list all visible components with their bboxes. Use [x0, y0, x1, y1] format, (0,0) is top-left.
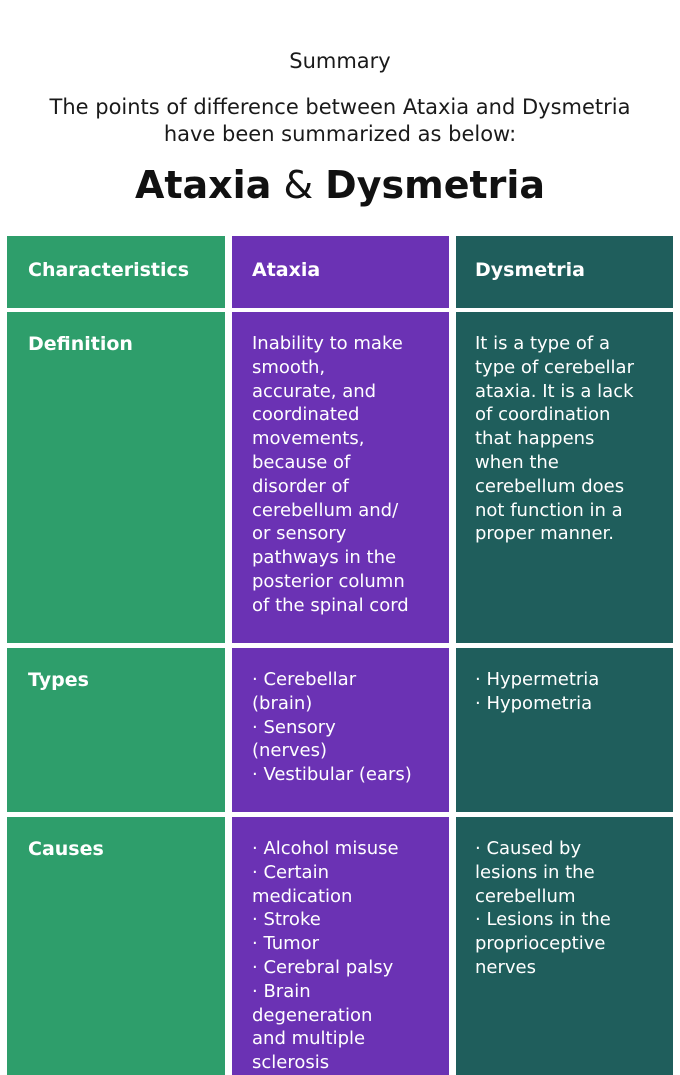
cell-line: or sensory [252, 523, 347, 545]
cell-line: sclerosis [252, 1052, 330, 1074]
cell-line: (brain) [252, 692, 313, 714]
cell-line: pathways in the [252, 547, 397, 569]
cell-line: · Hypermetria [475, 669, 600, 690]
cell-line: cerebellum [475, 885, 576, 907]
cell-line: that happens [475, 428, 595, 450]
cell-line: · Sensory [252, 716, 336, 738]
row-label-types: Types [7, 648, 225, 812]
types-dysmetria-cell [456, 648, 673, 812]
intro-text [0, 94, 680, 148]
cell-line: medication [252, 885, 353, 907]
cell-line: proper manner. [475, 523, 614, 545]
intro-line-2: have been summarized as below: [163, 122, 517, 146]
cell-line: (nerves) [252, 740, 328, 762]
cell-line: coordinated [252, 404, 360, 426]
title-term-ataxia: Ataxia [134, 163, 272, 207]
title-ampersand: & [283, 163, 314, 207]
cell-line: accurate, and [252, 380, 377, 402]
header-ataxia: Ataxia [232, 236, 449, 308]
cell-line: · Alcohol misuse [252, 838, 399, 859]
cell-line: movements, [252, 428, 365, 450]
causes-ataxia-cell [232, 817, 449, 1075]
cell-line: · Lesions in the [475, 909, 611, 931]
cell-line: · Vestibular (ears) [252, 764, 412, 786]
cell-line: of coordination [475, 404, 611, 426]
cell-line: · Brain [252, 980, 311, 1002]
cell-line: proprioceptive [475, 933, 606, 955]
cell-line: · Tumor [252, 933, 320, 955]
causes-dysmetria-cell [456, 817, 673, 1075]
cell-line: when the [475, 451, 559, 473]
cell-line: because of [252, 451, 351, 473]
cell-line: ataxia. It is a lack [475, 380, 634, 402]
cell-line: · Cerebral palsy [252, 956, 394, 978]
cell-line: · Stroke [252, 909, 321, 931]
row-label-causes: Causes [7, 817, 225, 1075]
title-term-dysmetria: Dysmetria [325, 163, 546, 207]
cell-line: Inability to make [252, 333, 403, 354]
cell-line: cerebellum and/ [252, 499, 399, 521]
cell-line: and multiple [252, 1028, 366, 1050]
header-characteristics: Characteristics [7, 236, 225, 308]
cell-line: lesions in the [475, 861, 595, 883]
types-ataxia-cell [232, 648, 449, 812]
intro-line-1: The points of difference between Ataxia and Dysmetria [49, 95, 631, 119]
page-title [0, 160, 680, 210]
cell-line: cerebellum does [475, 475, 625, 497]
cell-line: · Cerebellar [252, 669, 357, 690]
summary-label: Summary [289, 49, 391, 73]
cell-line: · Hypometria [475, 692, 593, 714]
cell-line: disorder of [252, 475, 349, 497]
cell-line: not function in a [475, 499, 623, 521]
header-dysmetria: Dysmetria [456, 236, 673, 308]
definition-dysmetria-cell [456, 312, 673, 643]
cell-line: smooth, [252, 356, 326, 378]
definition-ataxia-cell [232, 312, 449, 643]
cell-line: · Caused by [475, 838, 582, 859]
cell-line: · Certain [252, 861, 329, 883]
cell-line: degeneration [252, 1004, 373, 1026]
cell-line: of the spinal cord [252, 594, 409, 616]
cell-line: type of cerebellar [475, 356, 634, 378]
cell-line: It is a type of a [475, 333, 610, 354]
row-label-definition: Definition [7, 312, 225, 643]
cell-line: nerves [475, 956, 536, 978]
cell-line: posterior column [252, 570, 405, 592]
